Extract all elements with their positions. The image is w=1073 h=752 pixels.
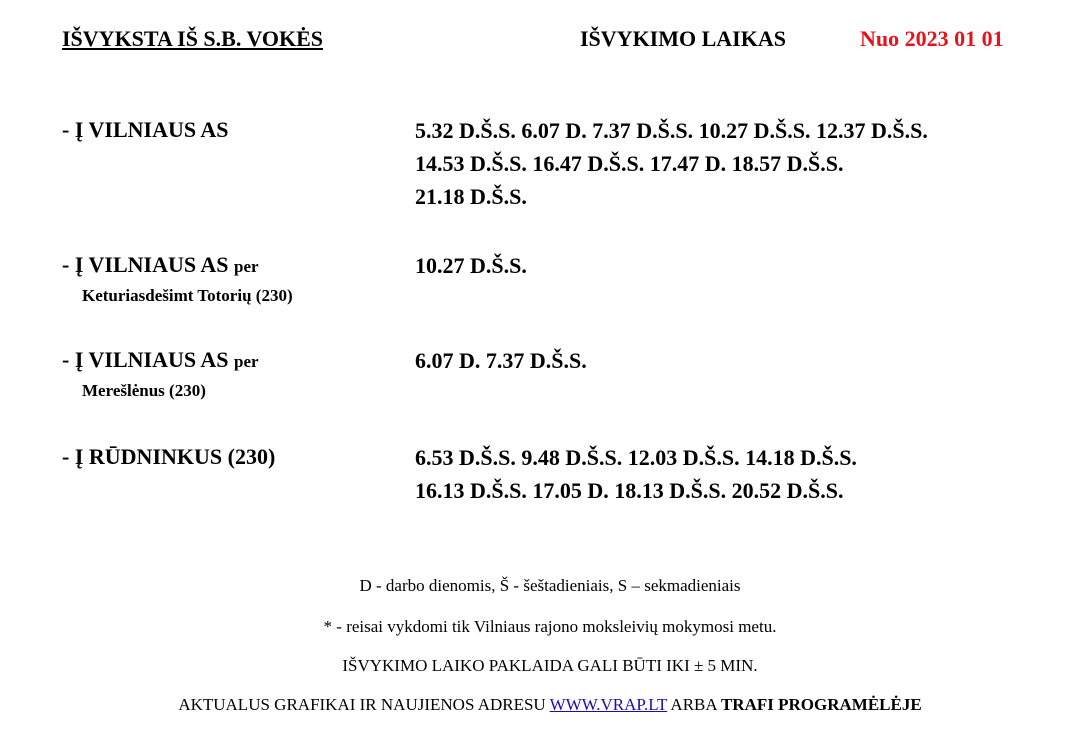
school-trips-note: * - reisai vykdomi tik Vilniaus rajono moksleivių mokymosi metu. bbox=[323, 617, 777, 636]
route-vilnius-via-mereslenus-label bbox=[62, 347, 259, 373]
info-mid: ARBA bbox=[667, 695, 721, 714]
times-line: 21.18 D.Š.S. bbox=[415, 184, 527, 209]
day-legend-note: D - darbo dienomis, Š - šeštadieniais, S – sekmadieniais bbox=[359, 576, 741, 595]
route-name: - Į VILNIAUS AS bbox=[62, 117, 229, 142]
route-via-place: Merešlėnus (230) bbox=[82, 381, 206, 400]
times-line: 10.27 D.Š.S. bbox=[415, 253, 527, 278]
times-line: 14.53 D.Š.S. 16.47 D.Š.S. 17.47 D. 18.57 D.Š.S. bbox=[415, 151, 844, 176]
route-name: - Į RŪDNINKUS (230) bbox=[62, 444, 276, 469]
times-line: 6.07 D. 7.37 D.Š.S. bbox=[415, 348, 587, 373]
route-via-word: per bbox=[233, 352, 259, 371]
route-rudninkus-label bbox=[62, 444, 275, 470]
times-line: 16.13 D.Š.S. 17.05 D. 18.13 D.Š.S. 20.52 D.Š.S. bbox=[415, 478, 844, 503]
route-vilnius-label bbox=[62, 117, 228, 143]
trafi-app-name: TRAFI PROGRAMĖLĖJE bbox=[720, 695, 922, 714]
times-line: 5.32 D.Š.S. 6.07 D. 7.37 D.Š.S. 10.27 D.Š.S. 12.37 D.Š.S. bbox=[415, 118, 928, 143]
info-source-note bbox=[0, 695, 1073, 715]
info-prefix: AKTUALUS GRAFIKAI IR NAUJIENOS ADRESU bbox=[178, 695, 550, 714]
route-via-place: Keturiasdešimt Totorių (230) bbox=[82, 286, 293, 305]
route-name: - Į VILNIAUS AS bbox=[62, 252, 229, 277]
route-rudninkus-times bbox=[415, 441, 857, 507]
route-vilnius-via-mereslenus-times bbox=[415, 344, 587, 377]
departure-station-title: IŠVYKSTA IŠ S.B. VOKĖS bbox=[62, 26, 324, 51]
valid-from-date: Nuo 2023 01 01 bbox=[860, 26, 1004, 51]
route-vilnius-via-totoriu-label bbox=[62, 252, 259, 278]
route-via-word: per bbox=[233, 257, 259, 276]
route-vilnius-times bbox=[415, 114, 928, 213]
route-vilnius-via-totoriu-times bbox=[415, 249, 527, 282]
route-name: - Į VILNIAUS AS bbox=[62, 347, 229, 372]
departure-times-heading: IŠVYKIMO LAIKAS bbox=[580, 26, 786, 51]
times-line: 6.53 D.Š.S. 9.48 D.Š.S. 12.03 D.Š.S. 14.18 D.Š.S. bbox=[415, 445, 857, 470]
time-tolerance-note: IŠVYKIMO LAIKO PAKLAIDA GALI BŪTI IKI ± 5 MIN. bbox=[342, 656, 758, 675]
vrap-website-link[interactable]: WWW.VRAP.LT bbox=[549, 695, 668, 714]
